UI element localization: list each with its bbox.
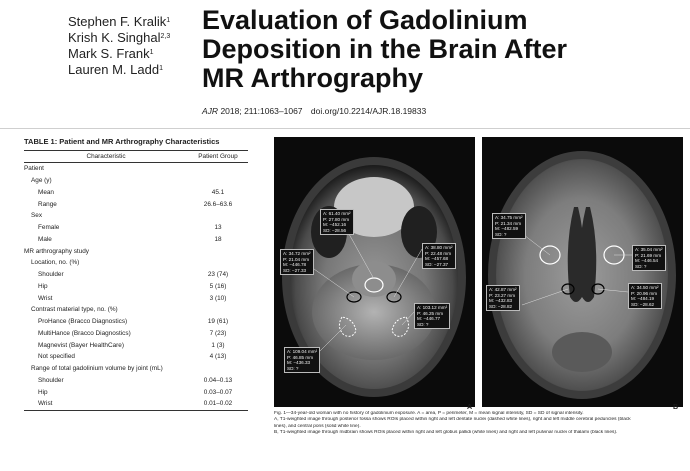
roi-label-right-peduncle: A: 38.80 mm² P: 22.48 mm M: −457.68 SD: −27.37 — [422, 243, 456, 269]
table-row — [24, 187, 248, 199]
row-label: Wrist — [38, 400, 53, 408]
row-value: 5 (16) — [209, 282, 227, 290]
row-label: Range — [38, 200, 57, 208]
row-label: Magnevist (Bayer HealthCare) — [38, 341, 124, 349]
caption-line: B, T1-weighted image through midbrain shows ROIs placed within right and left globus pallidi (white lines) and right and left pulvinar nuclei of thalami (black lines). — [274, 430, 618, 436]
row-value: 4 (13) — [209, 353, 227, 361]
title-line: MR Arthrography — [202, 63, 423, 93]
table-row — [24, 210, 248, 222]
table-row — [24, 375, 248, 387]
panel-letter-a: A — [467, 404, 473, 411]
row-value: 19 (61) — [207, 318, 229, 326]
table-header — [24, 150, 248, 163]
row-label: ProHance (Bracco Diagnostics) — [38, 318, 128, 326]
article-title — [202, 6, 682, 93]
author-list — [68, 14, 208, 78]
table-row — [24, 198, 248, 210]
table-row — [24, 386, 248, 398]
author: Krish K. Singhal$^{2,3}$ — [68, 30, 171, 45]
table-row — [24, 163, 248, 175]
roi-label-left-pulvinar: A: 42.87 mm² P: 23.27 mm M: −432.83 SD: −28.82 — [486, 285, 520, 311]
row-label: MR arthrography study — [24, 247, 89, 255]
row-label: Hip — [38, 282, 48, 290]
table-row — [24, 328, 248, 340]
table-row — [24, 398, 248, 410]
caption-line: Fig. 1—34-year-old woman with no history of gadolinium exposure. A = area, P = perimeter, M = mean signal intensity, SD = SD of signal intensity. — [274, 411, 584, 416]
author: Stephen F. Kralik$^1$ — [68, 14, 171, 29]
header-characteristic: Characteristic — [86, 153, 126, 160]
row-label: Sex — [31, 212, 43, 220]
doi-link[interactable]: doi.org/10.2214/AJR.18.19833 — [310, 106, 427, 116]
row-label: Shoulder — [38, 376, 64, 384]
row-label: Location, no. (%) — [31, 259, 80, 267]
row-value: 45.1 — [211, 188, 225, 196]
row-value: 13 — [214, 224, 222, 232]
table-row — [24, 363, 248, 375]
citation — [202, 106, 426, 116]
row-label: Contrast material type, no. (%) — [31, 306, 118, 314]
table-row — [24, 222, 248, 234]
citation-details: 2018; 211:1063–1067 — [220, 106, 303, 116]
row-value: 0.03–0.07 — [203, 388, 233, 396]
row-value: 18 — [214, 235, 222, 243]
row-label: Age (y) — [31, 177, 52, 185]
roi-label-left-globus-pallidus: A: 34.75 mm² P: 21.34 mm M: −482.59 SD: ? — [492, 213, 526, 239]
row-value: 23 (74) — [207, 271, 229, 279]
table-title: TABLE 1: Patient and MR Arthrography Characteristics — [24, 137, 220, 146]
row-label: Hip — [38, 388, 48, 396]
row-value: 0.01–0.02 — [203, 400, 233, 408]
roi-label-left-dentate: A: 109.04 mm² P: 46.85 mm M: −436.33 SD: ? — [284, 347, 320, 373]
table-row — [24, 292, 248, 304]
row-label: Wrist — [38, 294, 53, 302]
mri-panel-b — [482, 137, 683, 407]
header-patient-group: Patient Group — [198, 153, 238, 160]
row-value: 7 (23) — [209, 329, 227, 337]
row-label: Not specified — [38, 353, 75, 361]
caption-line: A, T1-weighted image through posterior fossa shows ROIs placed within right and left dentate nuclei (dashed white lines), right and left middle cerebral peduncles (black — [274, 417, 631, 423]
roi-label-left-peduncle: A: 34.72 mm² P: 21.04 mm M: −446.78 SD: −27.33 — [280, 249, 314, 275]
roi-label-right-globus-pallidus: A: 35.04 mm² P: 21.69 mm M: −446.54 SD: ? — [632, 245, 666, 271]
table-body — [24, 163, 248, 410]
table-row — [24, 339, 248, 351]
table-row — [24, 234, 248, 246]
divider — [0, 128, 690, 129]
row-label: Range of total gadolinium volume by joint (mL) — [31, 365, 163, 373]
table-row — [24, 304, 248, 316]
author: Lauren M. Ladd$^1$ — [68, 62, 163, 77]
caption-line: lines), and central pons (solid white line). — [274, 423, 361, 429]
mri-midbrain-image — [482, 137, 683, 407]
figure-1 — [274, 137, 686, 411]
table-row — [24, 269, 248, 281]
figure-caption — [274, 411, 686, 437]
row-label: Shoulder — [38, 271, 64, 279]
title-line: Evaluation of Gadolinium — [202, 5, 528, 35]
table-row — [24, 316, 248, 328]
mri-panel-a — [274, 137, 475, 407]
row-value: 26.6–63.6 — [203, 200, 233, 208]
row-label: MultiHance (Bracco Diagnostics) — [38, 329, 131, 337]
characteristics-table — [24, 137, 248, 411]
roi-label-right-dentate: A: 103.12 mm² P: 46.25 mm M: −446.77 SD: ? — [414, 303, 450, 329]
table-row — [24, 245, 248, 257]
row-value: 1 (3) — [211, 341, 225, 349]
roi-label-right-pulvinar: A: 34.50 mm² P: 20.96 mm M: −484.19 SD: −28.62 — [628, 283, 662, 309]
table-row — [24, 257, 248, 269]
row-label: Mean — [38, 188, 54, 196]
journal-name: AJR — [202, 106, 219, 116]
table-row — [24, 175, 248, 187]
author: Mark S. Frank$^1$ — [68, 46, 154, 61]
row-value: 0.04–0.13 — [203, 376, 233, 384]
title-line: Deposition in the Brain After — [202, 34, 568, 64]
table-row — [24, 281, 248, 293]
row-label: Patient — [24, 165, 44, 173]
row-label: Female — [38, 224, 60, 232]
table-bottom-rule — [24, 410, 248, 411]
table-row — [24, 351, 248, 363]
panel-letter-b: B — [673, 404, 679, 411]
row-value: 3 (10) — [209, 294, 227, 302]
row-label: Male — [38, 235, 52, 243]
roi-label-pons: A: 61.40 mm² P: 27.80 mm M: −452.16 SD: −28.56 — [320, 209, 354, 235]
